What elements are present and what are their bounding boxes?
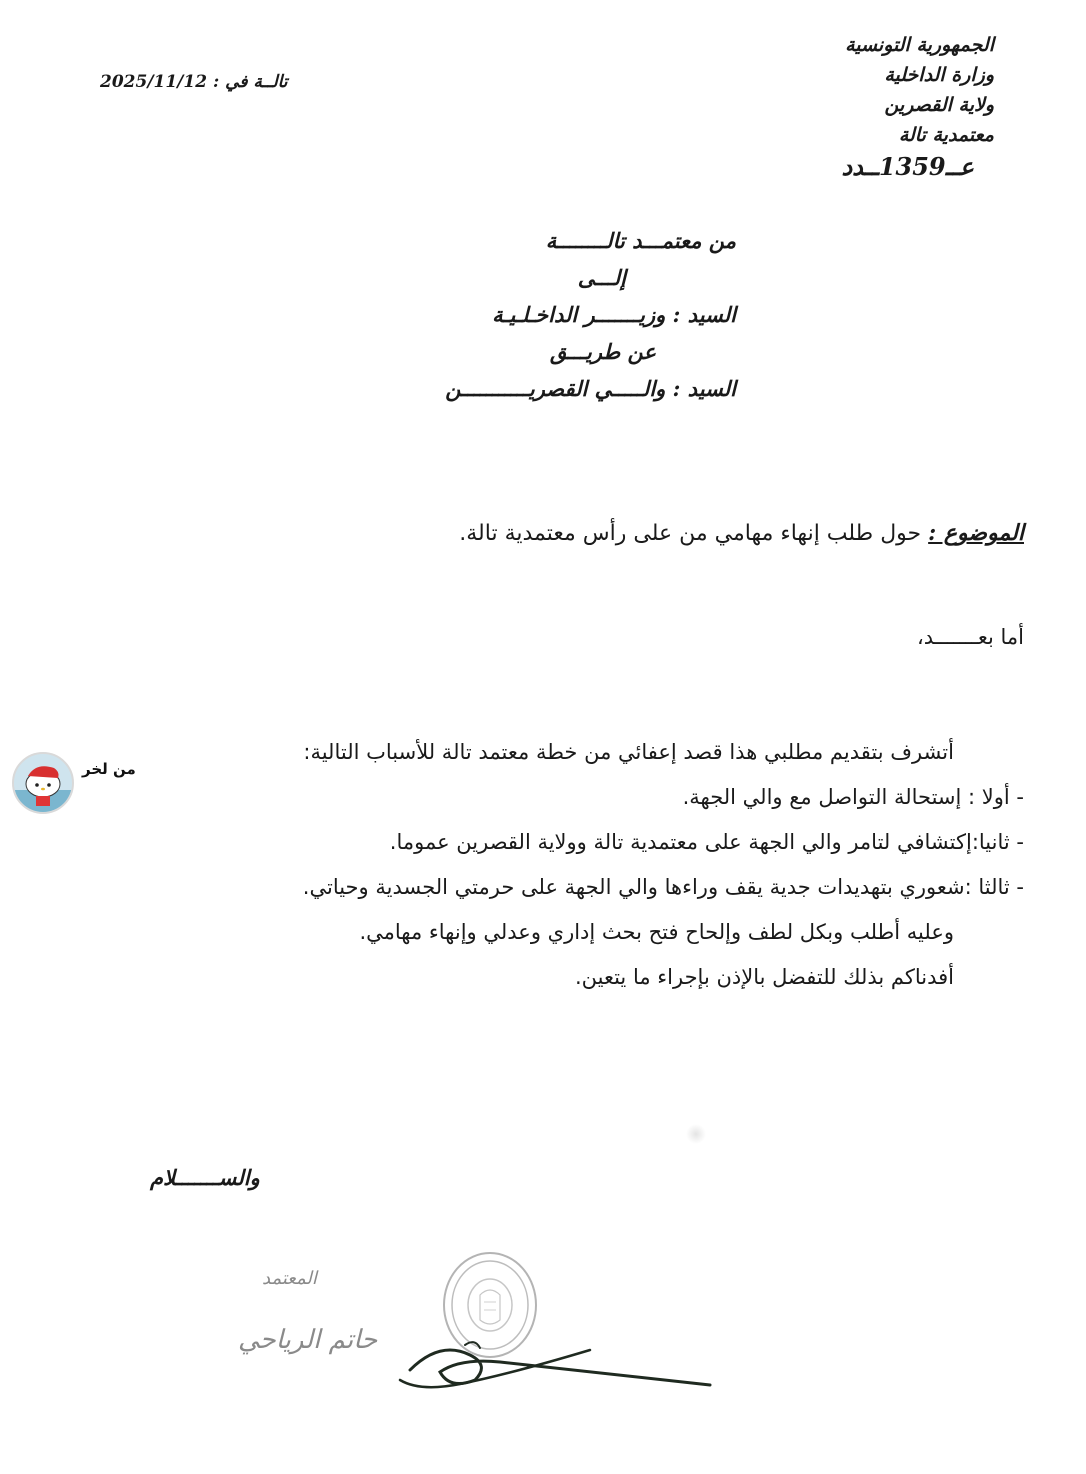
letter-date: تالــة في : 2025/11/12 [100, 72, 288, 92]
handwritten-signature-icon [380, 1300, 720, 1410]
letterhead-line-delegation: معتمدية تالة [898, 124, 994, 146]
subject-label: الموضوع : [928, 520, 1024, 546]
subject-text: حول طلب إنهاء مهامي من على رأس معتمدية تالة. [459, 521, 922, 546]
reference-number: عــ1359ــدد [841, 152, 974, 181]
watermark-avatar [12, 752, 74, 814]
watermark-text: من لخر [82, 760, 136, 778]
address-block [336, 222, 736, 407]
body-closing-request: أفدناكم بذلك للتفضل بالإذن بإجراء ما يتعين. [574, 965, 954, 989]
body-reason-2: - ثانيا:إكتشافي لتامر والي الجهة على معتمدية تالة وولاية القصرين عموما. [389, 830, 1024, 854]
body-request: وعليه أطلب وبكل لطف وإلحاح فتح بحث إداري وعدلي وإنهاء مهامي. [359, 920, 954, 944]
greeting: أما بعـــــــد، [917, 625, 1024, 649]
body-reason-1: - أولا : إستحالة التواصل مع والي الجهة. [682, 785, 1024, 809]
letterhead [664, 30, 994, 150]
address-to: إلـــى [577, 265, 626, 290]
address-from: من معتمـــد تالــــــــة [545, 228, 736, 253]
letter-body [134, 730, 1024, 1000]
address-recipient: السيد : وزيـــــــر الداخـلـيـة [492, 302, 736, 327]
scan-smudge [686, 1124, 706, 1144]
subject-line [324, 520, 1024, 546]
closing-salutation: والســـــــلام [150, 1165, 260, 1190]
address-via-recipient: السيد : والـــــي القصريـــــــــــن [445, 376, 736, 401]
cartoon-cat-icon [14, 754, 72, 812]
body-reason-3: - ثالثا :شعوري بتهديدات جدية يقف وراءها والي الجهة على حرمتي الجسدية وحياتي. [302, 875, 1024, 899]
body-intro: أتشرف بتقديم مطلبي هذا قصد إعفائي من خطة معتمد تالة للأسباب التالية: [303, 740, 954, 764]
letterhead-line-republic: الجمهورية التونسية [845, 34, 994, 56]
letterhead-line-governorate: ولاية القصرين [884, 94, 994, 116]
signatory-title: المعتمد [262, 1268, 317, 1289]
signatory-name: حاتم الرياحي [238, 1325, 378, 1355]
address-via: عن طريـــق [550, 339, 656, 364]
letterhead-line-ministry: وزارة الداخلية [884, 64, 994, 86]
